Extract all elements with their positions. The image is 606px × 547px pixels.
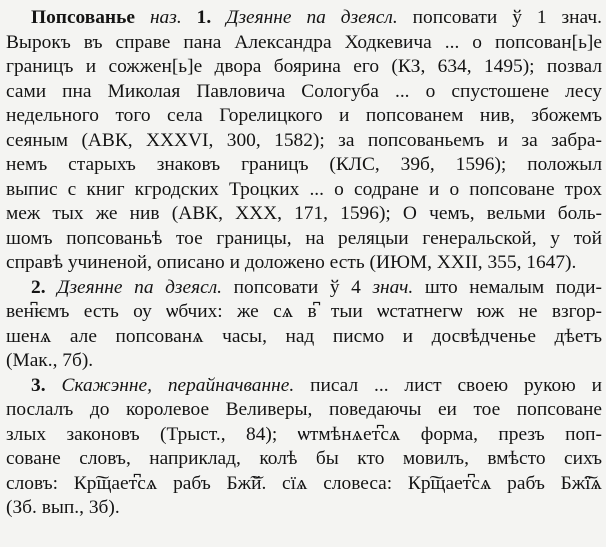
citation-line: соване словъ, наприклад, колѣ бы кто мовилъ, вмѣсто сихъ [6,448,602,469]
citation-start: што немалым поди- [424,276,602,298]
citation-start: писал ... лист своею рукою и [310,374,602,396]
citation-line: злых законовъ (Трыст., 84); ѡтмѣнѧет͆сѧ форма, презъ поп- [6,423,602,445]
citation-line: справѣ учиненой, описано и доложено есть (ИЮМ, XXII, 355, 1647). [6,252,577,273]
citation-line: шенѧ але попсованѧ часы, над писмо и досвѣдченье дѣетъ [6,325,602,347]
sense-number: 2. [31,276,46,298]
citation-line: послалъ до королевое Веливеры, поведаючы еи тое попсоване [6,399,602,420]
sense-reference: попсовати ў 1 знач. [412,7,602,28]
sense-definition: Скажэнне, перайначванне. [61,374,295,396]
citation-line: шомъ попсованьѣ тое границы, на реляцыи генеральской, у той [6,227,602,249]
entry-heading-line [6,6,602,31]
sense-reference: попсовати [233,276,319,298]
citation-line: сеяным (АВК, XXXVI, 300, 1582); за попсованьемъ и за забра- [6,129,602,151]
sense-number: 1. [196,7,212,28]
sense-heading-line [6,276,602,301]
part-of-speech: наз. [149,7,182,28]
citation-line: немъ старыхъ знаковъ границъ (КЛС, 39б, 1596); положыл [6,154,602,175]
citation-line: выпис с книг кгродских Троцких ... о содране и о попсоване трох [6,178,602,200]
sense-definition: Дзеянне па дзеясл. [226,7,398,28]
citation-line: сами пна Миколая Павловича Сологуба ... о спустошене лесу [6,80,602,102]
sense-reference-tail: знач. [372,276,414,298]
sense-number: 3. [31,374,46,396]
sense-heading-line [6,374,602,399]
citation-line: меж тых же нив (АВК, XXX, 171, 1596); О чемъ, вельми боль- [6,203,602,224]
citation-line: границъ и сожжен[ь]е двора боярина его (КЗ, 634, 1495); позвал [6,56,602,77]
citation-line: Вырокъ въ справе пана Александра Ходкевича ... о попсован[ь]е [6,31,602,53]
sense-definition: Дзеянне па дзеясл. [57,276,223,298]
citation-line: (Зб. вып., 3б). [6,497,120,518]
citation-line: (Мак., 7б). [6,350,94,371]
headword: Попсованье [31,7,135,28]
citation-line: словъ: Кр͠щает͆сѧ рабъ Бж͠й. сїѧ словеса: Кр͠щает͆сѧ рабъ Бж͠їѧ [6,472,602,494]
citation-line: недельного того села Горелицкого и попсованем нив, збожемъ [6,105,602,126]
citation-line: вен͆ѥмъ есть оу ѡбчих: же сѧ в͆ тыи ѡстатнегѡ юж не взгор- [6,301,602,322]
sense-reference-number: ў 4 [329,276,361,298]
